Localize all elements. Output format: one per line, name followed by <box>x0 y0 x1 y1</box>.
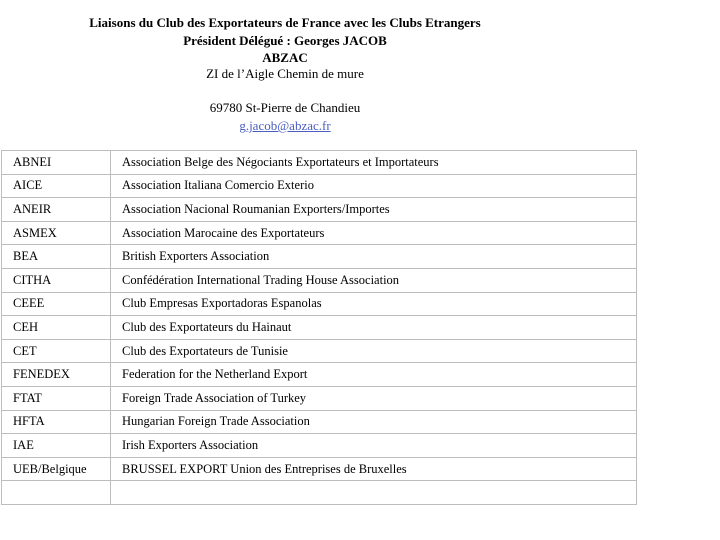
table-row <box>2 268 637 292</box>
club-full-name <box>111 481 637 505</box>
club-full-name: Club des Exportateurs de Tunisie <box>111 339 637 363</box>
table-row <box>2 245 637 269</box>
table-row <box>2 292 637 316</box>
club-abbreviation <box>2 481 111 505</box>
club-abbreviation: CEH <box>2 316 111 340</box>
table-row <box>2 481 637 505</box>
club-full-name: Association Marocaine des Exportateurs <box>111 221 637 245</box>
table-row <box>2 339 637 363</box>
table-row <box>2 386 637 410</box>
club-abbreviation: UEB/Belgique <box>2 457 111 481</box>
club-full-name: British Exporters Association <box>111 245 637 269</box>
club-full-name: BRUSSEL EXPORT Union des Entreprises de Bruxelles <box>111 457 637 481</box>
clubs-table-body <box>2 151 637 505</box>
club-full-name: Hungarian Foreign Trade Association <box>111 410 637 434</box>
club-full-name: Club des Exportateurs du Hainaut <box>111 316 637 340</box>
club-full-name: Association Nacional Roumanian Exporters/Importes <box>111 198 637 222</box>
club-abbreviation: IAE <box>2 434 111 458</box>
table-row <box>2 221 637 245</box>
club-full-name: Federation for the Netherland Export <box>111 363 637 387</box>
club-abbreviation: CITHA <box>2 268 111 292</box>
club-abbreviation: FTAT <box>2 386 111 410</box>
club-full-name: Foreign Trade Association of Turkey <box>111 386 637 410</box>
table-row <box>2 457 637 481</box>
club-full-name: Confédération International Trading House Association <box>111 268 637 292</box>
clubs-table <box>1 150 637 505</box>
club-full-name: Association Belge des Négociants Exportateurs et Importateurs <box>111 151 637 175</box>
company-name: ABZAC <box>262 50 308 65</box>
club-full-name: Club Empresas Exportadoras Espanolas <box>111 292 637 316</box>
table-row <box>2 434 637 458</box>
club-full-name: Irish Exporters Association <box>111 434 637 458</box>
club-abbreviation: FENEDEX <box>2 363 111 387</box>
club-abbreviation: HFTA <box>2 410 111 434</box>
club-full-name: Association Italiana Comercio Exterio <box>111 174 637 198</box>
club-abbreviation: ABNEI <box>2 151 111 175</box>
club-abbreviation: AICE <box>2 174 111 198</box>
table-row <box>2 316 637 340</box>
table-row <box>2 198 637 222</box>
email-link[interactable]: g.jacob@abzac.fr <box>239 118 331 133</box>
table-row <box>2 410 637 434</box>
table-row <box>2 174 637 198</box>
club-abbreviation: ASMEX <box>2 221 111 245</box>
club-abbreviation: CEEE <box>2 292 111 316</box>
club-abbreviation: BEA <box>2 245 111 269</box>
address-line-2: 69780 St-Pierre de Chandieu <box>209 100 361 115</box>
document-title: Liaisons du Club des Exportateurs de France avec les Clubs Etrangers <box>89 15 481 30</box>
table-row <box>2 151 637 175</box>
club-abbreviation: ANEIR <box>2 198 111 222</box>
club-abbreviation: CET <box>2 339 111 363</box>
table-row <box>2 363 637 387</box>
address-line-1: ZI de l’Aigle Chemin de mure <box>206 66 364 81</box>
president-line: Président Délégué : Georges JACOB <box>183 33 387 48</box>
